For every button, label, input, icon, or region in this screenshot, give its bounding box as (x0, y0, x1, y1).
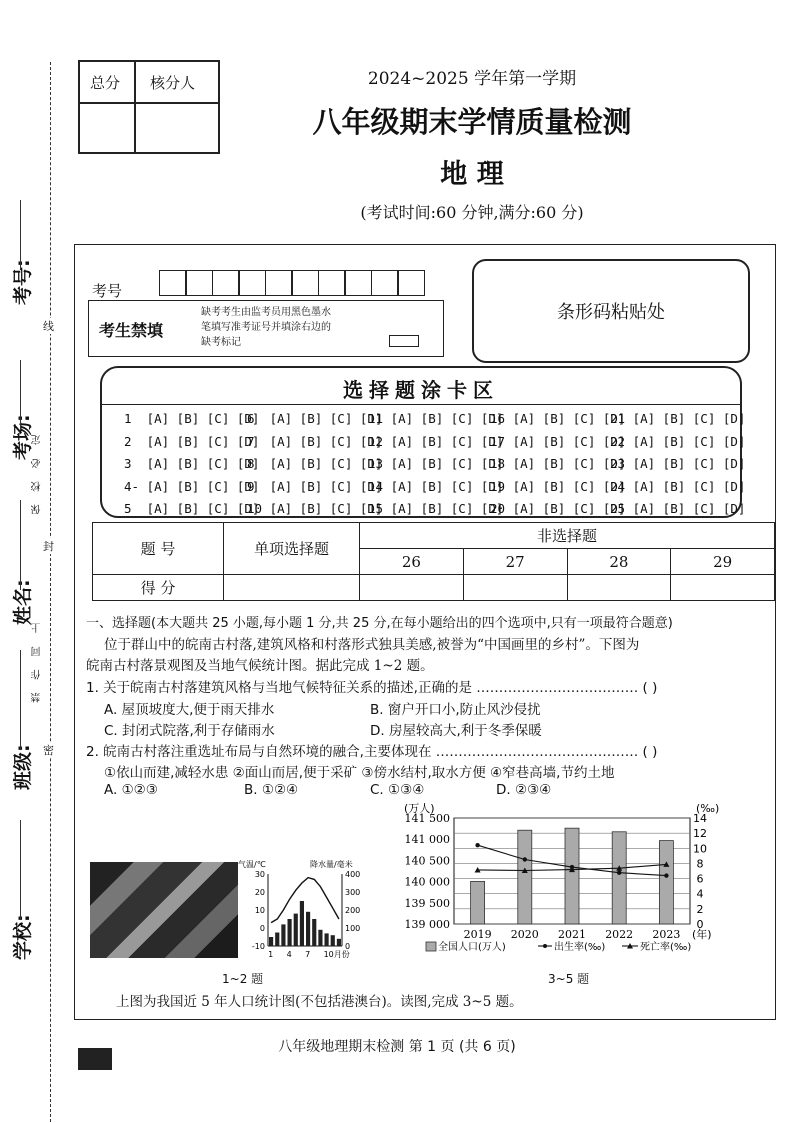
score-label: 得 分 (93, 575, 224, 601)
omr-area (100, 366, 746, 518)
precip-tick: 400 (345, 870, 361, 879)
year-tick: 2022 (605, 928, 634, 941)
left-tick: 140 500 (404, 854, 450, 868)
population-bar (612, 832, 626, 924)
right-tick: 2 (696, 902, 704, 916)
precip-bar (275, 933, 279, 947)
legend-pop: 全国人口(万人) (438, 942, 506, 953)
right-tick: 8 (696, 857, 704, 871)
absent-mark-box[interactable] (389, 335, 419, 347)
line-mark: 线 (43, 320, 54, 333)
population-chart (390, 800, 740, 968)
page-footer: 八年级地理期末检测 第 1 页 (共 6 页) (278, 1039, 516, 1055)
year-tick: 2020 (510, 928, 539, 941)
school-side-label: 学校: (12, 914, 34, 960)
temp-tick: 30 (254, 870, 265, 879)
legend-pop-swatch (426, 942, 436, 951)
temp-tick: 0 (259, 924, 265, 933)
figure-caption-2: 3~5 题 (548, 972, 590, 986)
score-table (92, 522, 775, 601)
school-blank (20, 820, 21, 920)
forbid-note-line: 笔填写准考证号并填涂右边的 (201, 322, 331, 333)
forbid-note-line: 缺考标记 (201, 337, 241, 348)
precip-bar (325, 933, 329, 946)
right-tick: 6 (696, 872, 704, 886)
exam-title: 八年级期末学情质量检测 (312, 105, 632, 139)
q2-option-c: C. ①③④ (370, 782, 425, 798)
dense-mark: 密 (43, 744, 54, 757)
q1-option-a: A. 屋顶坡度大,便于雨天排水 (104, 702, 275, 718)
year-tick: 2019 (463, 928, 492, 941)
non-choice-label: 非选择题 (360, 523, 775, 549)
precip-bar (306, 912, 310, 946)
class-blank (20, 650, 21, 750)
precip-bar (288, 919, 292, 946)
section-heading: 一、选择题(本大题共 25 小题,每小题 1 分,共 25 分,在每小题给出的四个选项中,只有一项最符合题意) (86, 616, 673, 631)
single-choice-label: 单项选择题 (224, 523, 360, 575)
intro-line: 位于群山中的皖南古村落,建筑风格和村落形式独具美感,被誉为“中国画里的乡村”。下图为 (104, 637, 640, 653)
population-bar (471, 881, 485, 924)
binding-line (50, 62, 51, 1122)
omr-column[interactable]: 1 [A] [B] [C] [D] 2 [A] [B] [C] [D] 3 [A] [B] [C] [D] 4- [A] [B] [C] [D] 5 [A] [B] [C] [D] (124, 411, 260, 516)
q2-option-b: B. ①②④ (244, 782, 299, 798)
month-tick: 10月份 (323, 950, 350, 959)
temperature-line (271, 878, 339, 923)
climate-chart (238, 858, 374, 970)
exam-no-label: 考号 (92, 282, 123, 300)
legend-birth-marker (543, 944, 547, 948)
legend-birth: 出生率(‰) (554, 942, 606, 953)
omr-column[interactable]: 11 [A] [B] [C] [D] 12 [A] [B] [C] [D] 13 [A] [B] [C] [D] 14 [A] [B] [C] [D] 15 [A] [B] [C] [D] (368, 411, 504, 516)
exam-no-blank (20, 200, 21, 270)
temp-axis-label: 气温/℃ (238, 860, 266, 869)
left-unit: (万人) (404, 802, 435, 815)
precip-tick: 200 (345, 906, 361, 915)
exam-room-side-label: 考场: (12, 414, 34, 460)
subject-title: 地 理 (440, 159, 504, 190)
population-bar (659, 841, 673, 924)
name-blank (20, 500, 21, 590)
score-cell[interactable] (671, 575, 775, 601)
birth-rate-point (475, 843, 479, 847)
precip-bar (318, 930, 322, 946)
forbid-note-line: 缺考考生由监考员用黑色墨水 (201, 307, 331, 318)
left-tick: 141 500 (404, 812, 450, 825)
precip-bar (331, 935, 335, 946)
class-side-label: 班级: (12, 744, 34, 790)
left-tick: 141 000 (404, 833, 450, 847)
year-tick: 2021 (558, 928, 586, 941)
term-line: 2024~2025 学年第一学期 (367, 69, 577, 89)
right-tick: 4 (696, 887, 704, 901)
precip-tick: 100 (345, 924, 361, 933)
q2-statements: ①依山而建,减轻水患 ②面山而居,便于采矿 ③傍水结村,取水方便 ④窄巷高墙,节约土地 (104, 765, 615, 781)
omr-divider (102, 404, 740, 405)
figure-caption-1: 1~2 题 (222, 972, 264, 986)
score-cell[interactable] (567, 575, 671, 601)
birth-rate-point (617, 871, 621, 875)
exam-no-side-label: 考号: (12, 259, 34, 305)
x-unit: (年) (692, 928, 712, 941)
month-tick: 1 (268, 950, 274, 959)
birth-rate-point (523, 857, 527, 861)
month-tick: 7 (305, 950, 311, 959)
right-tick: 12 (693, 827, 707, 841)
year-tick: 2023 (652, 928, 681, 941)
precip-bar (337, 939, 341, 946)
side-notice-1: 保 校 必 定 (32, 430, 43, 515)
checker-label: 核分人 (150, 74, 196, 92)
q-28: 28 (567, 549, 671, 575)
month-tick: 4 (286, 950, 292, 959)
q1-option-c: C. 封闭式院落,利于存储雨水 (104, 723, 275, 739)
q1-option-d: D. 房屋较高大,利于冬季保暖 (370, 723, 542, 739)
precip-tick: 0 (345, 942, 351, 951)
q-26: 26 (360, 549, 464, 575)
barcode-area (472, 259, 750, 363)
exam-no-boxes[interactable] (160, 270, 425, 300)
question-1: 1. 关于皖南古村落建筑风格与当地气候特征关系的描述,正确的是 ……………………………… ( ) (86, 680, 658, 696)
exam-room-blank (20, 360, 21, 430)
precip-bar (281, 924, 285, 946)
left-tick: 139 500 (404, 896, 450, 910)
score-cell[interactable] (360, 575, 464, 601)
exam-info: (考试时间:60 分钟,满分:60 分) (360, 203, 584, 222)
question-2: 2. 皖南古村落注重选址布局与自然环境的融合,主要体现在 ……………………………………… ( ) (86, 744, 658, 760)
q1-option-b: B. 窗户开口小,防止风沙侵扰 (370, 702, 541, 718)
barcode-label: 条形码粘贴处 (557, 302, 665, 323)
precip-axis-label: 降水量/毫米 (310, 860, 353, 869)
omr-column[interactable]: 21 [A] [B] [C] [D] 22 [A] [B] [C] [D] 23 [A] [B] [C] [D] 24 [A] [B] [C] [D] 25 [A] [B] [C] [D] (610, 411, 746, 516)
forbidden-fill-box (88, 300, 444, 357)
temp-tick: 10 (254, 906, 265, 915)
forbid-label: 考生禁填 (99, 321, 164, 340)
q-27: 27 (463, 549, 567, 575)
score-cell[interactable] (224, 575, 360, 601)
forbid-note (201, 305, 331, 350)
temp-tick: 20 (254, 888, 265, 897)
seal-mark: 封 (43, 540, 54, 553)
name-side-label: 姓名: (12, 579, 34, 625)
right-tick: 10 (693, 842, 707, 856)
left-tick: 140 000 (404, 875, 450, 889)
intro-line: 皖南古村落景观图及当地气候统计图。据此完成 1~2 题。 (86, 658, 434, 674)
q2-option-d: D. ②③④ (496, 782, 552, 798)
registration-mark (78, 1048, 112, 1070)
temp-tick: -10 (251, 942, 265, 951)
omr-column[interactable]: 16 [A] [B] [C] [D] 17 [A] [B] [C] [D] 18 [A] [B] [C] [D] 19 [A] [B] [C] [D] 20 [A] [B] [C] [D] (490, 411, 626, 516)
village-landscape-image (90, 862, 238, 958)
precip-bar (294, 914, 298, 946)
omr-title: 选择题涂卡区 (343, 378, 499, 402)
population-bar (565, 828, 579, 924)
precip-tick: 300 (345, 888, 361, 897)
left-tick: 139 000 (404, 918, 450, 931)
population-bar (518, 830, 532, 924)
precip-bar (300, 901, 304, 946)
side-notice-2: 禁 作 同 上 (32, 618, 43, 703)
right-tick: 14 (693, 812, 707, 825)
legend-death: 死亡率(‰) (640, 942, 692, 953)
q2-option-a: A. ①②③ (104, 782, 158, 798)
birth-rate-point (664, 873, 668, 877)
closing-line: 上图为我国近 5 年人口统计图(不包括港澳台)。读图,完成 3~5 题。 (116, 994, 523, 1010)
precip-bar (312, 919, 316, 946)
omr-column[interactable]: 6 [A] [B] [C] [D] 7 [A] [B] [C] [D] 8 [A] [B] [C] [D] 9 [A] [B] [C] [D] 10 [A] [B] [C] [D] (247, 411, 383, 516)
q-29: 29 (671, 549, 775, 575)
total-score-label: 总分 (90, 74, 121, 92)
right-tick: 0 (696, 918, 704, 931)
q-number-label: 题 号 (93, 523, 224, 575)
score-cell[interactable] (463, 575, 567, 601)
right-unit: (‰) (696, 802, 720, 815)
precip-bar (269, 937, 273, 946)
